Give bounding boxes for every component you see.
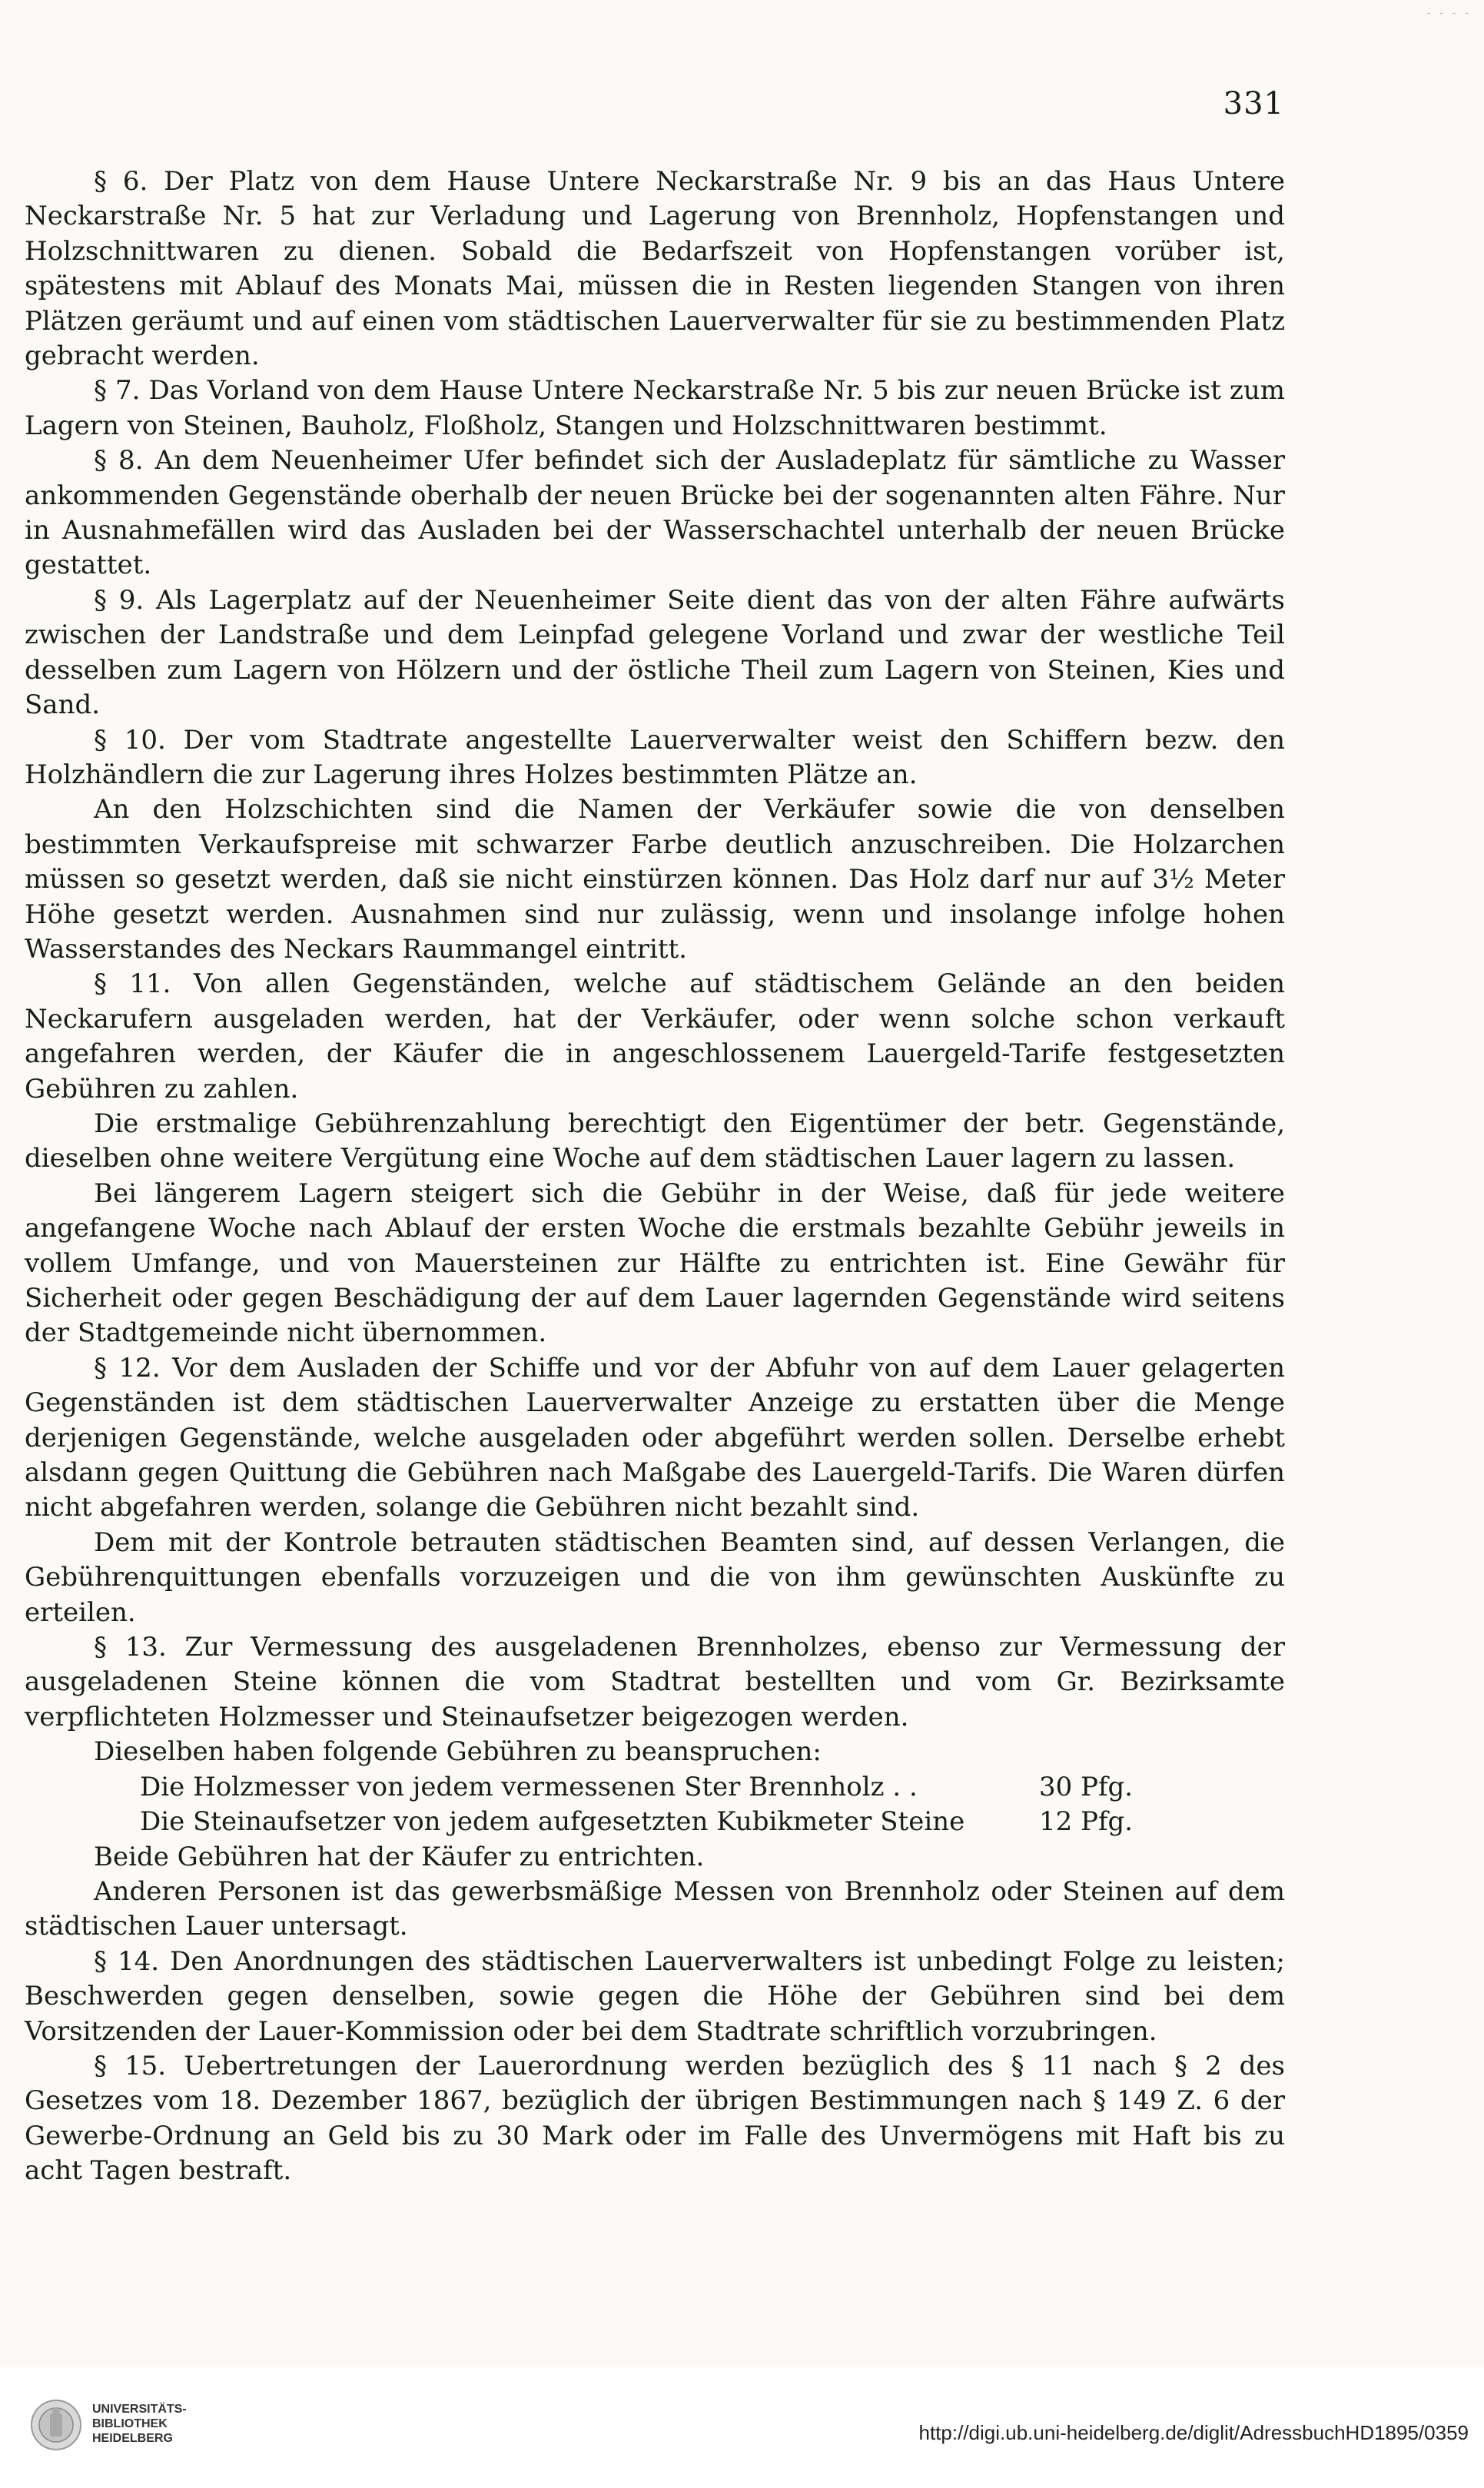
library-footer (0, 2367, 1484, 2488)
paragraph-s11-erstmalige: Die erstmalige Gebührenzahlung berechtigt den Eigentümer der betr. Gegenstände, dieselben ohne weitere Vergütung eine Woche auf dem städtischen Lauer lagern zu lassen. (25, 1108, 1285, 1174)
corner-marks: - - - - (1426, 6, 1472, 18)
paragraph-s11: § 11. Von allen Gegenständen, welche auf städtischem Gelände an den beiden Neckarufern ausgeladen werden, hat der Verkäufer, oder wenn solche schon verkauft angefahren werden, der Käufer die in angeschlossenem Lauergeld-Tarife festgesetzten Gebühren zu zahlen. (25, 968, 1285, 1104)
source-url-link[interactable]: http://digi.ub.uni-heidelberg.de/diglit/AdressbuchHD1895/0359 (918, 2421, 1469, 2444)
paragraph-s12-kontrole: Dem mit der Kontrole betrauten städtischen Beamten sind, auf dessen Verlangen, die Gebührenquittungen ebenfalls vorzuzeigen und die von ihm gewünschten Auskünfte zu erteilen. (25, 1526, 1285, 1628)
library-name: UNIVERSITÄTS- BIBLIOTHEK HEIDELBERG (92, 2403, 187, 2445)
paragraph-s9: § 9. Als Lagerplatz auf der Neuenheimer Seite dient das von der alten Fähre aufwärts zwischen der Landstraße und dem Leinpfad gelegene Vorland und zwar der westliche Teil desselben zum Lagern von Hölzern und der östliche Theil zum Lagern von Steinen, Kies und Sand. (25, 584, 1285, 721)
library-seal-icon (29, 2398, 83, 2452)
fee-list-item (140, 1805, 1162, 1839)
fee-item-price: 12 Pfg. (1039, 1806, 1134, 1838)
paragraph-s10: § 10. Der vom Stadtrate angestellte Lauerverwalter weist den Schiffern bezw. den Holzhändlern die zur Lagerung ihres Holzes bestimmten Plätze an. (25, 724, 1285, 790)
paragraph-anderen: Anderen Personen ist das gewerbsmäßige Messen von Brennholz oder Steinen auf dem städtischen Lauer untersagt. (25, 1875, 1285, 1942)
paragraph-s12: § 12. Vor dem Ausladen der Schiffe und vor der Abfuhr von auf dem Lauer gelagerten Gegenständen ist dem städtischen Lauerverwalter Anzeige zu erstatten über die Menge derjenigen Gegenstände, welche ausgeladen oder abgeführt werden sollen. Derselbe erhebt alsdann gegen Quittung die Gebühren nach Maßgabe des Lauergeld-Tarifs. Die Waren dürfen nicht abgefahren werden, solange die Gebühren nicht bezahlt sind. (25, 1352, 1285, 1523)
fee-item-label: Die Holzmesser von jedem vermessenen Ster Brennholz . . (140, 1771, 918, 1802)
body-text (25, 164, 1285, 2189)
paragraph-s15: § 15. Uebertretungen der Lauerordnung werden bezüglich des § 11 nach § 2 des Gesetzes vom 18. Dezember 1867, bezüglich der übrigen Bestimmungen nach § 149 Z. 6 der Gewerbe-Ordnung an Geld bis zu 30 Mark oder im Falle des Unvermögens mit Haft bis zu acht Tagen bestraft. (25, 2050, 1285, 2187)
paragraph-s11-laengerem: Bei längerem Lagern steigert sich die Gebühr in der Weise, daß für jede weitere angefangene Woche nach Ablauf der ersten Woche die erstmals bezahlte Gebühr jeweils in vollem Umfange, und von Mauersteinen zur Hälfte zu entrichten ist. Eine Gewähr für Sicherheit oder gegen Beschädigung der auf dem Lauer lagernden Gegenstände wird seitens der Stadtgemeinde nicht übernommen. (25, 1178, 1285, 1349)
paragraph-s14: § 14. Den Anordnungen des städtischen Lauerverwalters ist unbedingt Folge zu leisten; Beschwerden gegen denselben, sowie gegen die Höhe der Gebühren sind bei dem Vorsitzenden der Lauer-Kommission oder bei dem Stadtrate schriftlich vorzubringen. (25, 1945, 1285, 2047)
fee-item-label: Die Steinaufsetzer von jedem aufgesetzten Kubikmeter Steine (140, 1806, 965, 1838)
fee-item-price: 30 Pfg. (1039, 1771, 1134, 1802)
fee-list (25, 1770, 1285, 1840)
paragraph-beide: Beide Gebühren hat der Käufer zu entrichten. (94, 1841, 705, 1872)
paragraph-s10-holzschichten: An den Holzschichten sind die Namen der Verkäufer sowie die von denselben bestimmten Verkaufspreise mit schwarzer Farbe deutlich anzuschreiben. Die Holzarchen müssen so gesetzt werden, daß sie nicht einstürzen können. Das Holz darf nur auf 3½ Meter Höhe gesetzt werden. Ausnahmen sind nur zulässig, wenn und insolange infolge hohen Wasserstandes des Neckars Raummangel eintritt. (25, 794, 1285, 965)
paragraph-s13: § 13. Zur Vermessung des ausgeladenen Brennholzes, ebenso zur Vermessung der ausgeladenen Steine können die vom Stadtrat bestellten und vom Gr. Bezirksamte verpflichteten Holzmesser und Steinaufsetzer beigezogen werden. (25, 1632, 1285, 1732)
paragraph-s13-gebuehren: Dieselben haben folgende Gebühren zu beanspruchen: (94, 1736, 822, 1768)
page-number: 331 (1223, 86, 1284, 121)
paragraph-s7: § 7. Das Vorland von dem Hause Untere Neckarstraße Nr. 5 bis zur neuen Brücke ist zum Lagern von Steinen, Bauholz, Floßholz, Stangen und Holzschnittwaren bestimmt. (25, 375, 1285, 441)
paragraph-s6: § 6. Der Platz von dem Hause Untere Neckarstraße Nr. 9 bis an das Haus Untere Neckarstraße Nr. 5 hat zur Verladung und Lagerung von Brennholz, Hopfenstangen und Holzschnittwaren zu dienen. Sobald die Bedarfszeit von Hopfenstangen vorüber ist, spätestens mit Ablauf des Monats Mai, müssen die in Resten liegenden Stangen von ihren Plätzen geräumt und auf einen vom städtischen Lauerverwalter für sie zu bestimmenden Platz gebracht werden. (25, 166, 1285, 372)
fee-list-item (140, 1770, 1162, 1805)
paragraph-s8: § 8. An dem Neuenheimer Ufer befindet sich der Ausladeplatz für sämtliche zu Wasser ankommenden Gegenstände oberhalb der neuen Brücke bei der sogenannten alten Fähre. Nur in Ausnahmefällen wird das Ausladen bei der Wasserschachtel unterhalb der neuen Brücke gestattet. (25, 445, 1285, 581)
